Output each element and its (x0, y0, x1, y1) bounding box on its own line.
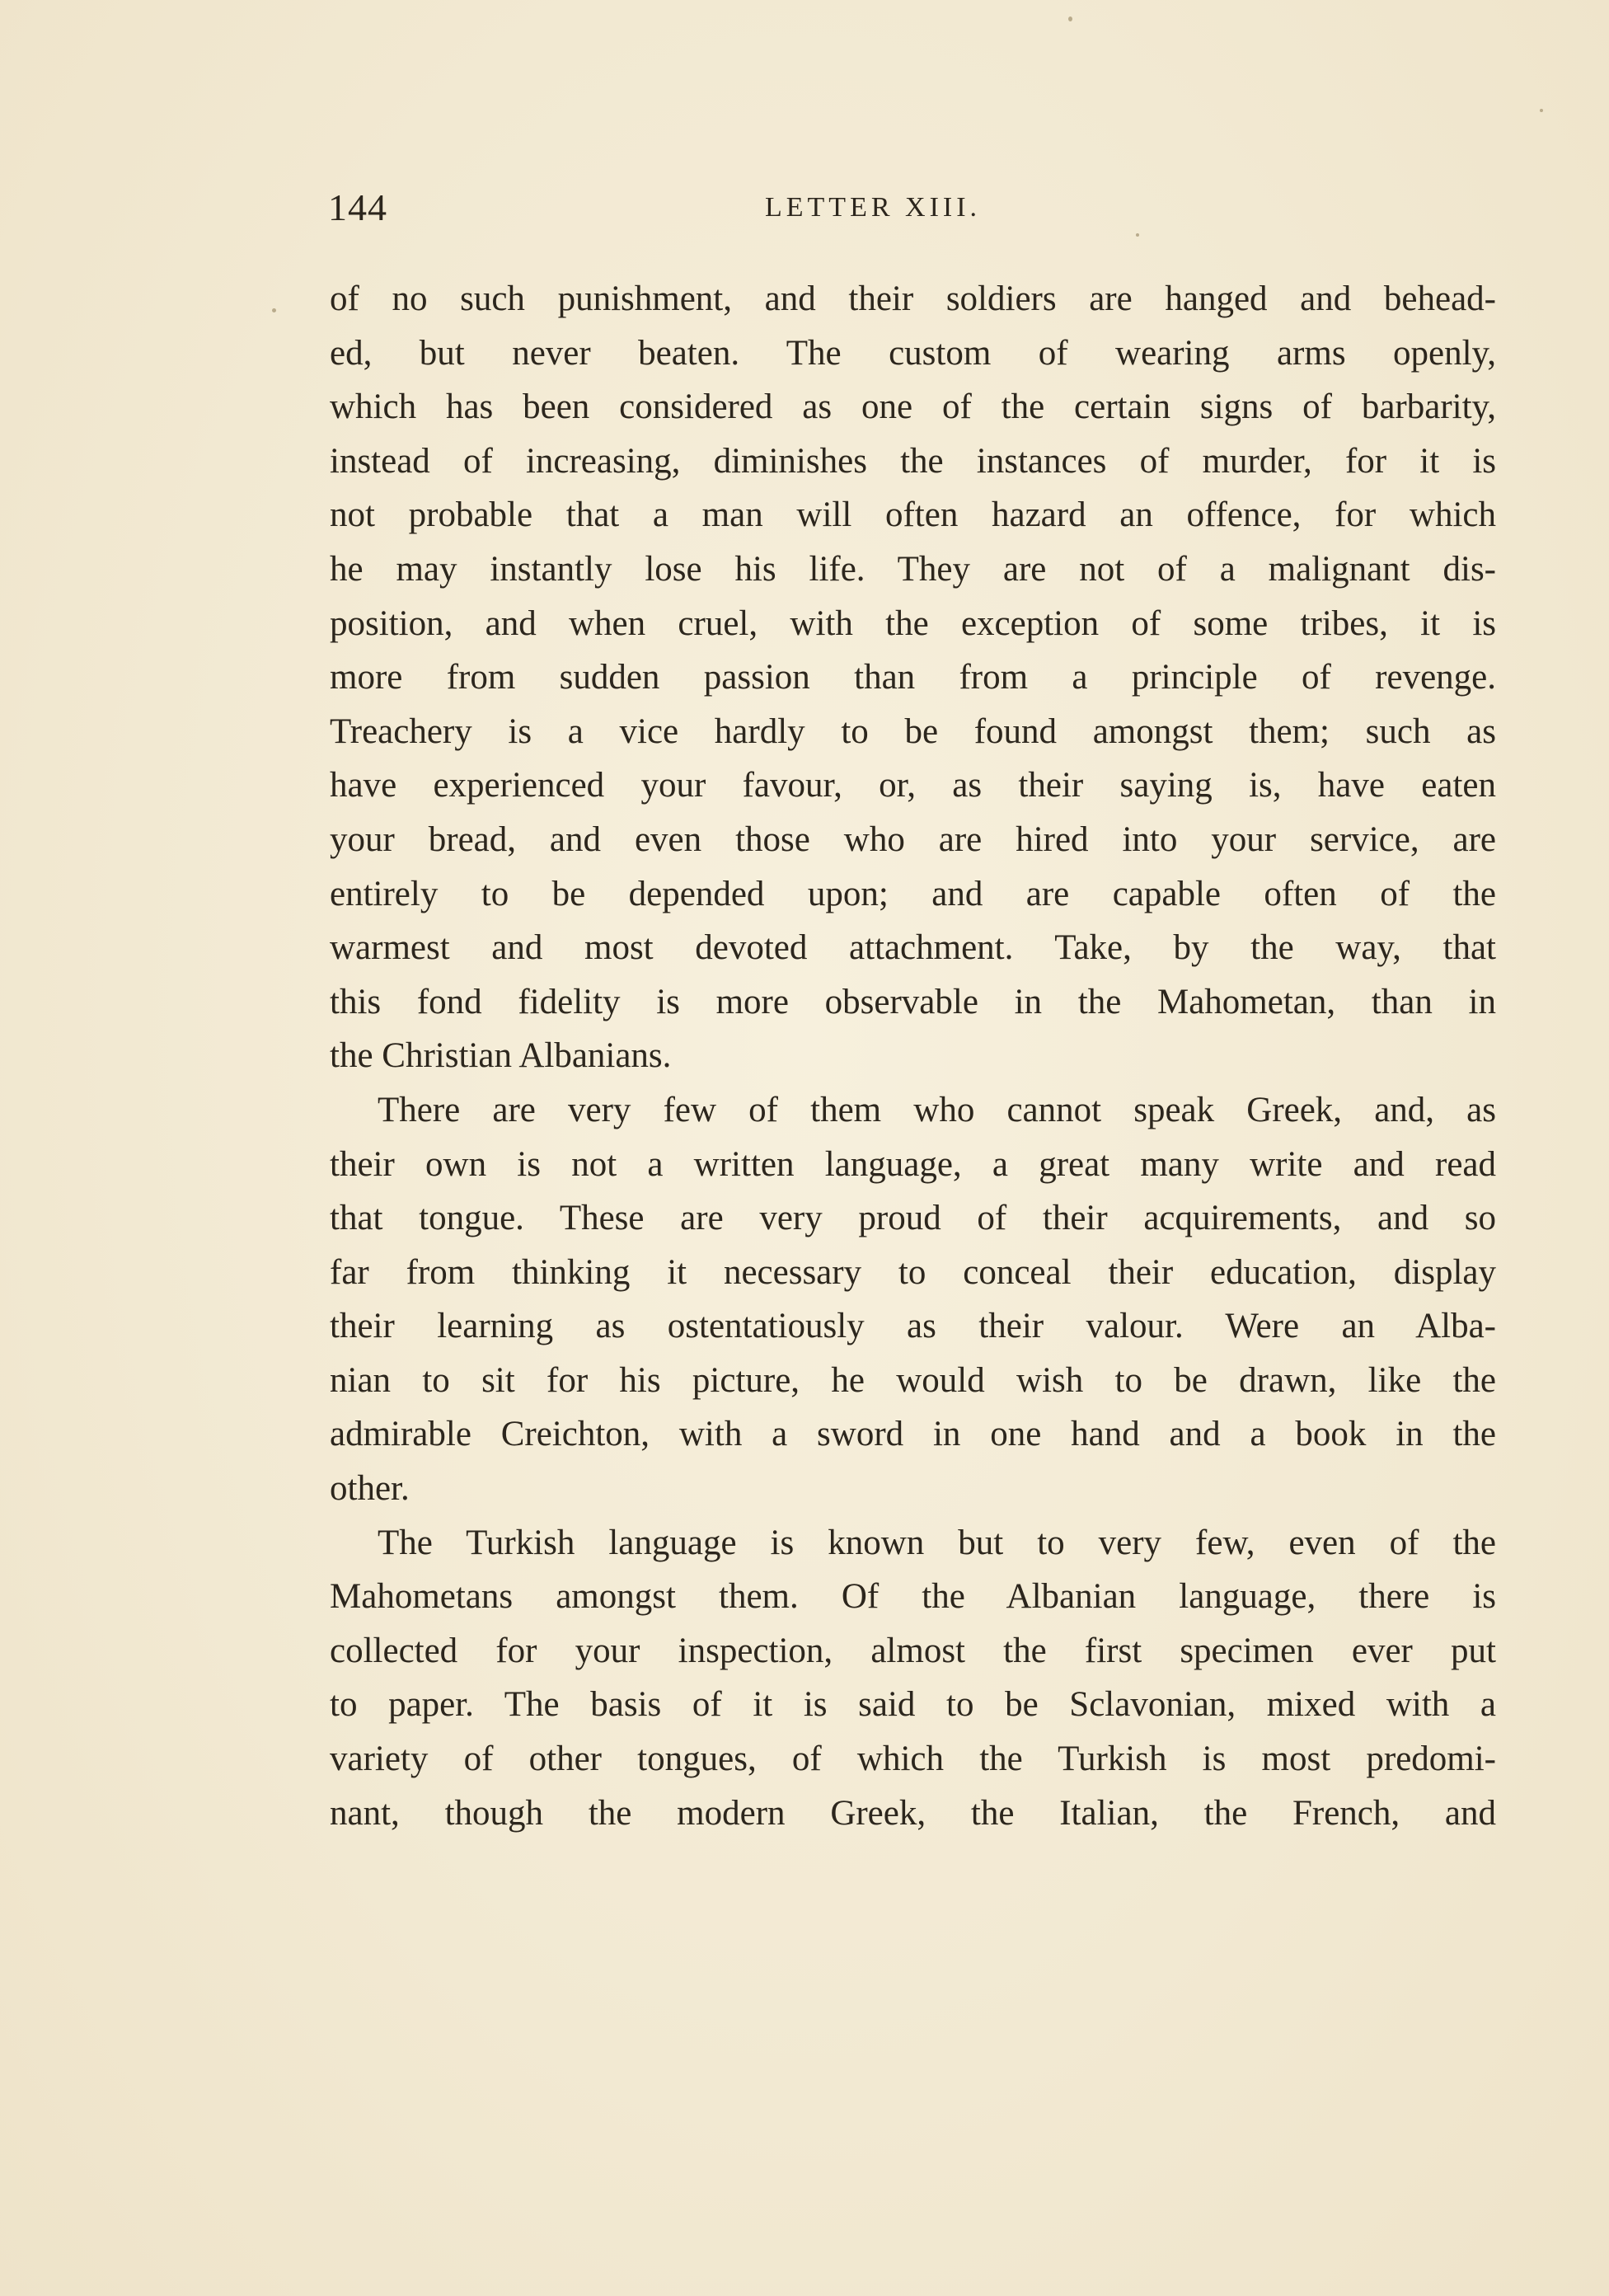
text-line: other. (330, 1469, 410, 1509)
text-line: nian to sit for his picture, he would wish to be drawn, like the (330, 1360, 1496, 1400)
body-text (330, 272, 1496, 1840)
text-line: collected for your inspection, almost the first specimen ever put (330, 1631, 1496, 1670)
text-line: instead of increasing, diminishes the instances of murder, for it is (330, 441, 1496, 481)
text-line: this fond fidelity is more observable in the Mahometan, than in (330, 982, 1496, 1021)
text-line: have experienced your favour, or, as their saying is, have eaten (330, 766, 1496, 805)
text-line: the Christian Albanians. (330, 1036, 672, 1076)
text-line: admirable Creichton, with a sword in one hand and a book in the (330, 1415, 1496, 1454)
page-header (328, 183, 1499, 232)
paper-speck (272, 308, 276, 312)
paragraph-3 (330, 1516, 1496, 1841)
text-line: ed, but never beaten. The custom of wearing arms openly, (330, 333, 1496, 373)
text-line: that tongue. These are very proud of their acquirements, and so (330, 1199, 1496, 1238)
text-line: variety of other tongues, of which the Turkish is most predomi- (330, 1740, 1496, 1779)
text-line: their learning as ostentatiously as their valour. Were an Alba- (330, 1307, 1496, 1346)
text-line: far from thinking it necessary to conceal their education, display (330, 1252, 1496, 1292)
text-line: to paper. The basis of it is said to be Sclavonian, mixed with a (330, 1685, 1496, 1725)
paper-speck (1540, 109, 1543, 112)
paragraph-2 (330, 1083, 1496, 1516)
text-line: of no such punishment, and their soldiers are hanged and behead- (330, 279, 1496, 318)
paragraph-1 (330, 272, 1496, 1083)
text-line: The Turkish language is known but to very few, even of the (378, 1523, 1496, 1562)
text-line: which has been considered as one of the certain signs of barbarity, (330, 387, 1496, 427)
text-line: Mahometans amongst them. Of the Albanian language, there is (330, 1577, 1496, 1617)
text-line: entirely to be depended upon; and are capable often of the (330, 874, 1496, 913)
text-line: your bread, and even those who are hired into your service, are (330, 819, 1496, 859)
text-line: he may instantly lose his life. They are not of a malignant dis- (330, 549, 1496, 589)
page-number: 144 (328, 186, 387, 228)
text-line: Treachery is a vice hardly to be found amongst them; such as (330, 711, 1496, 751)
text-line: position, and when cruel, with the exception of some tribes, it is (330, 603, 1496, 643)
text-line: There are very few of them who cannot speak Greek, and, as (378, 1090, 1496, 1129)
text-line: not probable that a man will often hazard an offence, for which (330, 495, 1496, 535)
paper-speck (1068, 16, 1072, 21)
text-line: nant, though the modern Greek, the Italian, the French, and (330, 1793, 1496, 1833)
running-head: LETTER XIII. (765, 192, 982, 223)
text-line: their own is not a written language, a great many write and read (330, 1144, 1496, 1184)
text-line: more from sudden passion than from a principle of revenge. (330, 658, 1496, 697)
text-line: warmest and most devoted attachment. Take, by the way, that (330, 928, 1496, 968)
paper-speck (1136, 233, 1139, 237)
